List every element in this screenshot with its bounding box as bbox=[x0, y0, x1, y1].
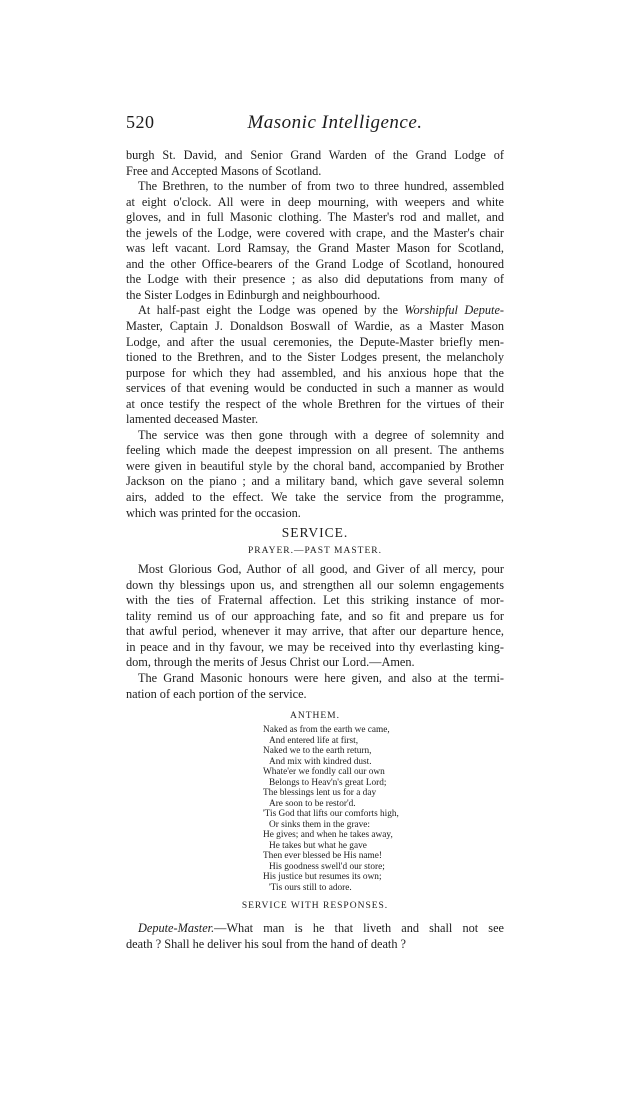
italic-title: Worshipful Depute- bbox=[404, 303, 504, 318]
text-line: down thy blessings upon us, and strengthen all our solemn engagements bbox=[126, 577, 504, 592]
text-line: were given in beautiful style by the choral band, accompanied by Brother bbox=[126, 458, 504, 473]
text-line: Lodge, and after the usual ceremonies, the Depute-Master briefly men- bbox=[126, 334, 504, 349]
text-line: death ? Shall he deliver his soul from the hand of death ? bbox=[126, 936, 407, 951]
page-header bbox=[126, 112, 504, 138]
verse-line: 'Tis God that lifts our comforts high, bbox=[263, 809, 399, 820]
verse-line: His goodness swell'd our store; bbox=[269, 861, 385, 872]
text-line: feeling which made the deepest impression on all present. The anthems bbox=[126, 443, 504, 458]
text-line bbox=[126, 921, 504, 937]
text-line: purpose for which they had assembled, and his anxious hope that the bbox=[126, 365, 504, 380]
text-line: services of that evening would be conducted in such a manner as would bbox=[126, 381, 504, 396]
verse-line: The blessings lent us for a day bbox=[263, 788, 377, 799]
text-line: was left vacant. Lord Ramsay, the Grand Master Mason for Scotland, bbox=[126, 241, 504, 256]
verse-line: He takes but what he gave bbox=[269, 840, 367, 851]
verse-line: Whate'er we fondly call our own bbox=[263, 767, 385, 778]
verse-line: Are soon to be restor'd. bbox=[269, 798, 356, 809]
page-body bbox=[126, 148, 504, 952]
anthem-verse bbox=[263, 725, 504, 893]
text-line: the jewels of the Lodge, were covered with crape, and the Master's chair bbox=[126, 225, 504, 240]
text-line: lamented deceased Master. bbox=[126, 412, 259, 427]
text-line: burgh St. David, and Senior Grand Warden of the Grand Lodge of bbox=[126, 148, 504, 162]
verse-line: And entered life at first, bbox=[269, 735, 359, 746]
text-line: nation of each portion of the service. bbox=[126, 686, 307, 701]
paragraph-2 bbox=[126, 179, 504, 303]
anthem-heading: ANTHEM. bbox=[289, 711, 340, 722]
running-title: Masonic Intelligence. bbox=[247, 112, 423, 133]
prayer-paragraph bbox=[126, 562, 504, 671]
text-line bbox=[126, 303, 504, 319]
text-line: The service was then gone through with a degree of solemnity and bbox=[138, 427, 504, 442]
text-line: the Sister Lodges in Edinburgh and neighbourhood. bbox=[126, 287, 381, 302]
text-line: The Brethren, to the number of from two to three hundred, assembled bbox=[138, 179, 504, 194]
text-line: at eight o'clock. All were in deep mourning, with weepers and white bbox=[126, 194, 504, 209]
verse-line: Belongs to Heav'n's great Lord; bbox=[269, 777, 387, 788]
text-line: Master, Captain J. Donaldson Boswall of Wardie, as a Master Mason bbox=[126, 319, 504, 334]
page-number: 520 bbox=[126, 112, 155, 132]
responses-paragraph bbox=[126, 921, 504, 952]
paragraph-1 bbox=[126, 148, 504, 179]
service-heading: SERVICE. bbox=[281, 525, 349, 541]
text-fragment: —What man is he that liveth and shall not see bbox=[214, 921, 504, 936]
text-line: The Grand Masonic honours were here given, and also at the termi- bbox=[138, 670, 504, 685]
text-line: and the other Office-bearers of the Grand Lodge of Scotland, honoured bbox=[126, 256, 504, 271]
text-line: tality remind us of our approaching fate, and so fit and prepare us for bbox=[126, 608, 504, 623]
paragraph-6 bbox=[126, 671, 504, 702]
text-line: gloves, and in full Masonic clothing. The Master's rod and mallet, and bbox=[126, 210, 504, 225]
text-line: which was printed for the occasion. bbox=[126, 505, 301, 520]
verse-line: Naked as from the earth we came, bbox=[263, 725, 390, 736]
text-line: dom, through the merits of Jesus Christ our Lord.—Amen. bbox=[126, 655, 415, 670]
verse-line: He gives; and when he takes away, bbox=[263, 830, 393, 841]
verse-line: Naked we to the earth return, bbox=[263, 746, 372, 757]
text-line: airs, added to the effect. We take the service from the programme, bbox=[126, 490, 504, 505]
speaker-name: Depute-Master. bbox=[138, 921, 215, 936]
verse-line: 'Tis ours still to adore. bbox=[269, 882, 352, 893]
text-fragment: At half-past eight the Lodge was opened by the bbox=[138, 303, 405, 318]
text-line: the Lodge with their presence ; as also did deputations from many of bbox=[126, 272, 504, 287]
verse-line: Then ever blessed be His name! bbox=[263, 851, 383, 862]
verse-line: Or sinks them in the grave: bbox=[269, 819, 370, 830]
text-line: that awful period, whenever it may arrive, that after our departure hence, bbox=[126, 624, 504, 639]
responses-heading: SERVICE WITH RESPONSES. bbox=[241, 901, 389, 912]
text-line: Jackson on the piano ; and a military band, which gave several solemn bbox=[126, 474, 504, 489]
text-line: Most Glorious God, Author of all good, and Giver of all mercy, pour bbox=[138, 562, 504, 577]
text-line: tioned to the Brethren, and to the Sister Lodges present, the melancholy bbox=[126, 350, 504, 365]
text-line: Free and Accepted Masons of Scotland. bbox=[126, 163, 322, 178]
text-line: in peace and in thy favour, we may be received into thy everlasting king- bbox=[126, 639, 504, 654]
paragraph-3 bbox=[126, 303, 504, 427]
verse-line: His justice but resumes its own; bbox=[263, 872, 382, 883]
text-line: with the ties of Fraternal affection. Let this striking instance of mor- bbox=[126, 593, 504, 608]
prayer-heading: PRAYER.—PAST MASTER. bbox=[248, 546, 382, 557]
text-line: at once testify the respect of the whole Brethren for the virtues of their bbox=[126, 396, 504, 411]
paragraph-4 bbox=[126, 428, 504, 521]
verse-line: And mix with kindred dust. bbox=[269, 756, 372, 767]
